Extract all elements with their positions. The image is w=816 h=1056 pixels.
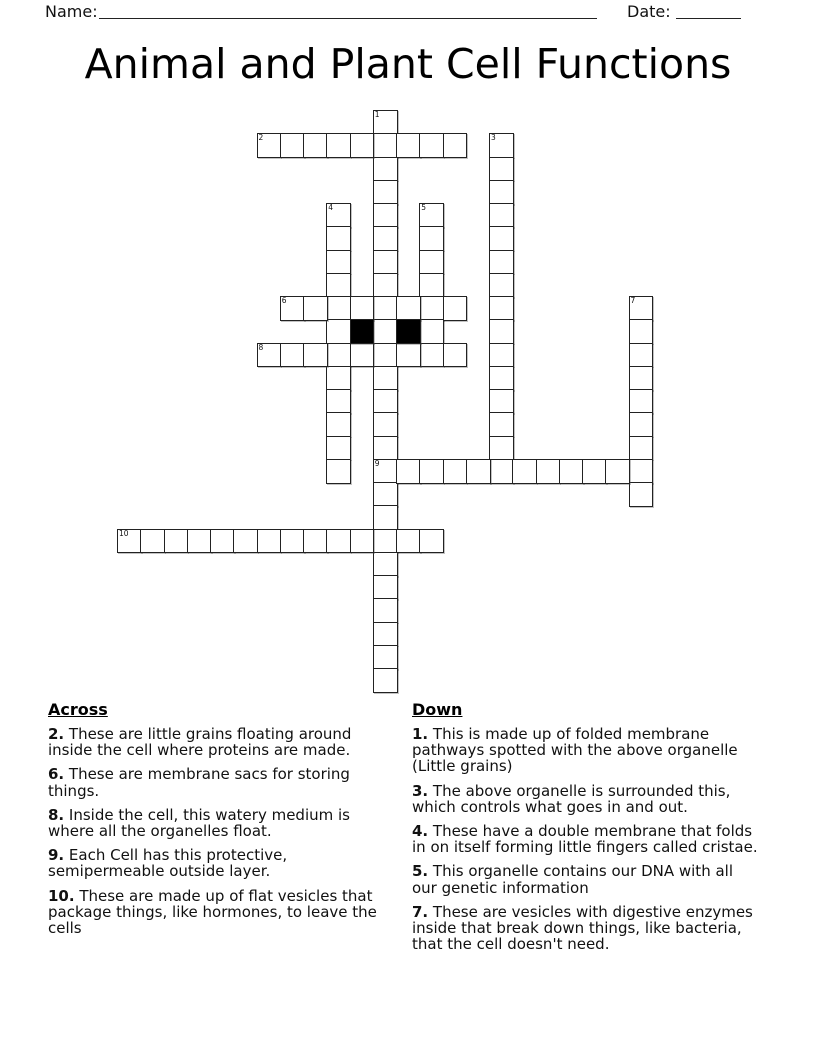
grid-cell[interactable] bbox=[419, 226, 444, 251]
grid-cell[interactable] bbox=[629, 459, 654, 484]
grid-cell[interactable] bbox=[350, 529, 375, 554]
grid-cell[interactable] bbox=[164, 529, 189, 554]
grid-cell[interactable] bbox=[257, 133, 282, 158]
date-blank-line[interactable] bbox=[676, 2, 741, 19]
clue-number: 6. bbox=[48, 765, 65, 784]
grid-cell[interactable] bbox=[326, 343, 351, 368]
grid-cell[interactable] bbox=[350, 133, 375, 158]
clue-item bbox=[48, 726, 381, 758]
clue-number-label: 6 bbox=[281, 296, 287, 305]
grid-cell[interactable] bbox=[629, 436, 654, 461]
grid-cell[interactable] bbox=[373, 529, 398, 554]
grid-cell[interactable] bbox=[419, 319, 444, 344]
worksheet-title: Animal and Plant Cell Functions bbox=[84, 40, 732, 88]
grid-cell[interactable] bbox=[373, 436, 398, 461]
grid-cell[interactable] bbox=[489, 157, 514, 182]
grid-cell[interactable] bbox=[629, 412, 654, 437]
grid-cell[interactable] bbox=[326, 366, 351, 391]
clue-text: These are membrane sacs for storing things. bbox=[48, 765, 350, 800]
clue-text: These have a double membrane that folds in on itself forming little fingers called cristae. bbox=[412, 821, 758, 857]
clue-number-label: 2 bbox=[258, 133, 264, 143]
clue-item bbox=[48, 807, 381, 839]
clue-text: Inside the cell, this watery medium is where all the organelles float. bbox=[48, 805, 350, 840]
clue-number: 10. bbox=[48, 886, 75, 905]
clue-number-label: 7 bbox=[630, 296, 636, 305]
grid-cell[interactable] bbox=[326, 529, 351, 554]
grid-cell[interactable] bbox=[373, 250, 398, 275]
grid-cell[interactable] bbox=[629, 319, 654, 344]
grid-cell[interactable] bbox=[210, 529, 235, 554]
clue-number-label: 4 bbox=[328, 203, 334, 212]
grid-cell[interactable] bbox=[443, 459, 468, 484]
grid-cell[interactable] bbox=[257, 343, 282, 368]
grid-cell[interactable] bbox=[350, 296, 375, 321]
across-clues-section bbox=[48, 700, 381, 944]
grid-cell[interactable] bbox=[326, 226, 351, 251]
grid-cell[interactable] bbox=[117, 529, 142, 554]
grid-cell[interactable] bbox=[373, 133, 398, 158]
grid-cell[interactable] bbox=[373, 110, 398, 135]
clue-number-label: 9 bbox=[374, 458, 380, 468]
grid-cell[interactable] bbox=[257, 529, 282, 554]
grid-cell[interactable] bbox=[582, 459, 607, 484]
grid-cell[interactable] bbox=[326, 436, 351, 461]
clue-number-label: 3 bbox=[491, 133, 496, 143]
grid-cell[interactable] bbox=[303, 343, 328, 368]
grid-cell[interactable] bbox=[326, 412, 351, 437]
grid-cell[interactable] bbox=[373, 296, 398, 321]
grid-cell[interactable] bbox=[466, 459, 491, 484]
grid-cell[interactable] bbox=[419, 296, 444, 321]
grid-cell[interactable] bbox=[419, 273, 444, 298]
grid-cell[interactable] bbox=[419, 343, 444, 368]
grid-cell[interactable] bbox=[489, 459, 514, 484]
clue-item bbox=[48, 888, 381, 937]
grid-cell[interactable] bbox=[489, 343, 514, 368]
grid-cell[interactable] bbox=[303, 296, 328, 321]
clue-number-label: 8 bbox=[258, 342, 264, 352]
grid-cell[interactable] bbox=[396, 529, 421, 554]
clue-number: 3. bbox=[412, 781, 429, 800]
grid-cell[interactable] bbox=[373, 505, 398, 530]
grid-cell[interactable] bbox=[396, 133, 421, 158]
down-heading: Down bbox=[412, 700, 463, 719]
grid-cell[interactable] bbox=[489, 250, 514, 275]
grid-cell[interactable] bbox=[489, 412, 514, 437]
grid-cell[interactable] bbox=[373, 157, 398, 182]
grid-cell[interactable] bbox=[350, 343, 375, 368]
clue-number: 5. bbox=[412, 862, 429, 881]
clue-number: 1. bbox=[412, 725, 429, 743]
grid-cell[interactable] bbox=[326, 203, 351, 228]
grid-cell[interactable] bbox=[559, 459, 584, 484]
grid-cell[interactable] bbox=[303, 133, 328, 158]
clue-number: 4. bbox=[412, 821, 429, 840]
grid-cell[interactable] bbox=[373, 226, 398, 251]
grid-cell[interactable] bbox=[489, 203, 514, 228]
clue-number: 7. bbox=[412, 902, 429, 921]
down-clues-section bbox=[412, 700, 762, 960]
grid-cell[interactable] bbox=[140, 529, 165, 554]
name-blank-line[interactable] bbox=[99, 2, 597, 19]
grid-cell[interactable] bbox=[280, 529, 305, 554]
clue-number: 2. bbox=[48, 725, 65, 743]
grid-cell[interactable] bbox=[233, 529, 258, 554]
grid-cell[interactable] bbox=[629, 296, 654, 321]
down-clue-list bbox=[412, 726, 762, 952]
clue-item bbox=[412, 726, 762, 775]
grid-cell[interactable] bbox=[303, 529, 328, 554]
name-label: Name: bbox=[45, 2, 98, 21]
grid-cell[interactable] bbox=[489, 180, 514, 205]
grid-cell-black bbox=[350, 319, 375, 344]
grid-cell[interactable] bbox=[280, 296, 305, 321]
grid-cell[interactable] bbox=[629, 482, 654, 507]
grid-cell[interactable] bbox=[489, 436, 514, 461]
clue-number: 9. bbox=[48, 846, 65, 865]
grid-cell[interactable] bbox=[326, 273, 351, 298]
across-clue-list bbox=[48, 726, 381, 936]
grid-cell[interactable] bbox=[489, 366, 514, 391]
grid-cell[interactable] bbox=[629, 366, 654, 391]
grid-cell[interactable] bbox=[536, 459, 561, 484]
grid-cell[interactable] bbox=[489, 389, 514, 414]
clue-text: These are made up of flat vesicles that package things, like hormones, to leave the cells bbox=[48, 886, 377, 937]
date-label: Date: bbox=[627, 2, 671, 21]
grid-cell[interactable] bbox=[373, 598, 398, 623]
grid-cell[interactable] bbox=[629, 389, 654, 414]
grid-cell[interactable] bbox=[419, 529, 444, 554]
clue-number: 8. bbox=[48, 805, 65, 824]
clue-item bbox=[48, 847, 381, 879]
grid-cell[interactable] bbox=[489, 226, 514, 251]
grid-cell[interactable] bbox=[419, 250, 444, 275]
grid-cell[interactable] bbox=[280, 343, 305, 368]
grid-cell[interactable] bbox=[326, 296, 351, 321]
clue-item bbox=[412, 863, 762, 895]
grid-cell[interactable] bbox=[373, 343, 398, 368]
grid-cell[interactable] bbox=[605, 459, 630, 484]
clue-number-label: 1 bbox=[374, 110, 380, 119]
grid-cell[interactable] bbox=[396, 343, 421, 368]
grid-cell[interactable] bbox=[396, 296, 421, 321]
grid-cell[interactable] bbox=[373, 273, 398, 298]
grid-cell[interactable] bbox=[489, 319, 514, 344]
grid-cell[interactable] bbox=[373, 389, 398, 414]
grid-cell[interactable] bbox=[489, 273, 514, 298]
grid-cell[interactable] bbox=[443, 343, 468, 368]
clue-text: These are little grains floating around inside the cell where proteins are made. bbox=[48, 725, 352, 760]
grid-cell[interactable] bbox=[326, 459, 351, 484]
grid-cell[interactable] bbox=[396, 459, 421, 484]
clue-text: This organelle contains our DNA with all our genetic information bbox=[412, 862, 733, 897]
grid-cell-black bbox=[396, 319, 421, 344]
grid-cell[interactable] bbox=[489, 296, 514, 321]
grid-cell[interactable] bbox=[326, 319, 351, 344]
grid-cell[interactable] bbox=[326, 250, 351, 275]
grid-cell[interactable] bbox=[419, 133, 444, 158]
across-heading: Across bbox=[48, 700, 108, 719]
clue-item bbox=[412, 904, 762, 953]
grid-cell[interactable] bbox=[373, 366, 398, 391]
grid-cell[interactable] bbox=[373, 575, 398, 600]
grid-cell[interactable] bbox=[373, 319, 398, 344]
grid-cell[interactable] bbox=[187, 529, 212, 554]
grid-cell[interactable] bbox=[373, 180, 398, 205]
grid-cell[interactable] bbox=[280, 133, 305, 158]
clue-item bbox=[412, 783, 762, 815]
grid-cell[interactable] bbox=[373, 203, 398, 228]
clue-item bbox=[48, 766, 381, 798]
grid-cell[interactable] bbox=[512, 459, 537, 484]
grid-cell[interactable] bbox=[326, 389, 351, 414]
grid-cell[interactable] bbox=[373, 412, 398, 437]
grid-cell[interactable] bbox=[373, 622, 398, 647]
grid-cell[interactable] bbox=[419, 203, 444, 228]
grid-cell[interactable] bbox=[629, 343, 654, 368]
grid-cell[interactable] bbox=[373, 459, 398, 484]
clue-text: The above organelle is surrounded this, which controls what goes in and out. bbox=[412, 781, 731, 816]
clue-number-label: 10 bbox=[119, 528, 129, 538]
grid-cell[interactable] bbox=[443, 296, 468, 321]
grid-cell[interactable] bbox=[419, 459, 444, 484]
clue-text: These are vesicles with digestive enzymes inside that break down things, like bacteria, that the cell doesn't need. bbox=[412, 902, 753, 954]
grid-cell[interactable] bbox=[373, 645, 398, 670]
grid-cell[interactable] bbox=[373, 482, 398, 507]
grid-cell[interactable] bbox=[443, 133, 468, 158]
grid-cell[interactable] bbox=[326, 133, 351, 158]
clue-number-label: 5 bbox=[421, 203, 427, 212]
clue-text: This is made up of folded membrane pathways spotted with the above organelle (Little grains) bbox=[412, 725, 738, 776]
grid-cell[interactable] bbox=[489, 133, 514, 158]
grid-cell[interactable] bbox=[373, 552, 398, 577]
grid-cell[interactable] bbox=[373, 668, 398, 693]
clue-item bbox=[412, 823, 762, 855]
clue-text: Each Cell has this protective, semipermeable outside layer. bbox=[48, 846, 288, 881]
